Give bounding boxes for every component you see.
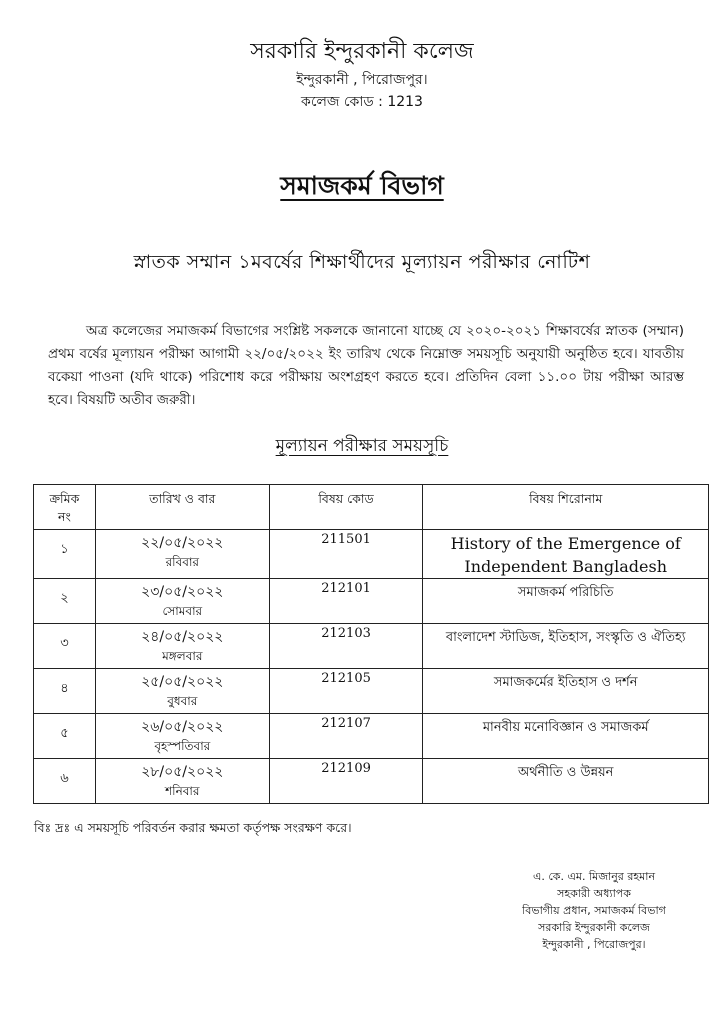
row-serial: ৬ xyxy=(34,759,96,804)
row-day: বৃহস্পতিবার xyxy=(154,739,211,753)
signatory-designation: সহকারী অধ্যাপক xyxy=(557,887,631,900)
college-code: কলেজ কোড : 1213 xyxy=(301,94,423,110)
row-date: ২৫/০৫/২০২২ xyxy=(141,674,224,690)
row-day: সোমবার xyxy=(162,604,203,618)
row-date-cell xyxy=(95,669,269,714)
row-date: ২৮/০৫/২০২২ xyxy=(141,764,224,780)
row-title: সমাজকর্মের ইতিহাস ও দর্শন xyxy=(423,669,709,714)
signature-block xyxy=(484,868,704,953)
row-code: 212103 xyxy=(269,624,423,669)
row-title: বাংলাদেশ স্টাডিজ, ইতিহাস, সংস্কৃতি ও ঐতিহ্য xyxy=(423,624,709,669)
row-date-cell xyxy=(95,759,269,804)
row-date-cell xyxy=(95,579,269,624)
row-date: ২২/০৫/২০২২ xyxy=(141,535,224,551)
row-title: অর্থনীতি ও উন্নয়ন xyxy=(423,759,709,804)
row-day: রবিবার xyxy=(165,555,200,569)
header-title xyxy=(423,485,709,530)
header-serial-line1: ক্রমিক xyxy=(49,491,80,506)
row-date: ২৬/০৫/২০২২ xyxy=(141,719,224,735)
table-row xyxy=(34,759,709,804)
signatory-college: সরকারি ইন্দুরকানী কলেজ xyxy=(538,921,650,934)
footnote: বিঃ দ্রঃ এ সময়সূচি পরিবর্তন করার ক্ষমতা কর্তৃপক্ষ সংরক্ষণ করে। xyxy=(34,820,352,835)
row-code: 212109 xyxy=(269,759,423,804)
schedule-heading xyxy=(0,433,724,461)
header-code-label: বিষয় কোড xyxy=(318,491,374,506)
table-row xyxy=(34,530,709,579)
college-address: ইন্দুরকানী , পিরোজপুর। xyxy=(296,72,428,88)
row-code: 212105 xyxy=(269,669,423,714)
department-name: সমাজকর্ম বিভাগ xyxy=(280,171,444,200)
header-code xyxy=(269,485,423,530)
schedule-title: মূল্যায়ন পরীক্ষার সময়সূচি xyxy=(275,436,449,456)
row-day: বুধবার xyxy=(167,694,198,708)
department-heading xyxy=(0,166,724,209)
row-title: History of the Emergence of Independent Bangladesh xyxy=(423,530,709,579)
row-code: 211501 xyxy=(269,530,423,579)
header-serial xyxy=(34,485,96,530)
schedule-table xyxy=(33,484,709,804)
college-name: সরকারি ইন্দুরকানী কলেজ xyxy=(250,39,474,64)
row-title: সমাজকর্ম পরিচিতি xyxy=(423,579,709,624)
row-serial: ২ xyxy=(34,579,96,624)
row-date: ২৩/০৫/২০২২ xyxy=(141,584,224,600)
row-serial: ১ xyxy=(34,530,96,579)
row-date-cell xyxy=(95,624,269,669)
row-serial: ৩ xyxy=(34,624,96,669)
row-day: মঙ্গলবার xyxy=(162,649,203,663)
header-date-label: তারিখ ও বার xyxy=(149,491,216,506)
row-day: শনিবার xyxy=(165,784,200,798)
row-title: মানবীয় মনোবিজ্ঞান ও সমাজকর্ম xyxy=(423,714,709,759)
header-title-label: বিষয় শিরোনাম xyxy=(529,491,603,506)
header-date xyxy=(95,485,269,530)
row-serial: ৫ xyxy=(34,714,96,759)
signatory-role: বিভাগীয় প্রধান, সমাজকর্ম বিভাগ xyxy=(522,904,666,917)
row-date-cell xyxy=(95,714,269,759)
header-serial-line2: নং xyxy=(58,509,71,524)
notice-body: অত্র কলেজের সমাজকর্ম বিভাগের সংশ্লিষ্ট সকলকে জানানো যাচ্ছে যে ২০২০-২০২১ শিক্ষাবর্ষের স্নাতক (সম্মান) প্রথম বর্ষের মূল্যায়ন পরীক্ষা আগামী ২২/০৫/২০২২ ইং তারিখ থেকে নিম্নোক্ত সময়সূচি অনুযায়ী অনুষ্ঠিত হবে। যাবতীয় বকেয়া পাওনা (যদি থাকে) পরিশোধ করে পরীক্ষায় অংশগ্রহণ করতে হবে। প্রতিদিন বেলা ১১.০০ টায় পরীক্ষা আরম্ভ হবে। বিষয়টি অতীব জরুরী। xyxy=(48,323,684,408)
table-row xyxy=(34,579,709,624)
row-code: 212107 xyxy=(269,714,423,759)
signatory-address: ইন্দুরকানী , পিরোজপুর। xyxy=(542,938,646,951)
table-row xyxy=(34,624,709,669)
table-row xyxy=(34,714,709,759)
row-serial: ৪ xyxy=(34,669,96,714)
row-code: 212101 xyxy=(269,579,423,624)
signatory-name: এ. কে. এম. মিজানুর রহমান xyxy=(532,870,656,883)
table-header-row xyxy=(34,485,709,530)
row-date: ২৪/০৫/২০২২ xyxy=(141,629,224,645)
table-row xyxy=(34,669,709,714)
row-date-cell xyxy=(95,530,269,579)
notice-title: স্নাতক সম্মান ১মবর্ষের শিক্ষার্থীদের মূল্যায়ন পরীক্ষার নোটিশ xyxy=(133,251,591,273)
